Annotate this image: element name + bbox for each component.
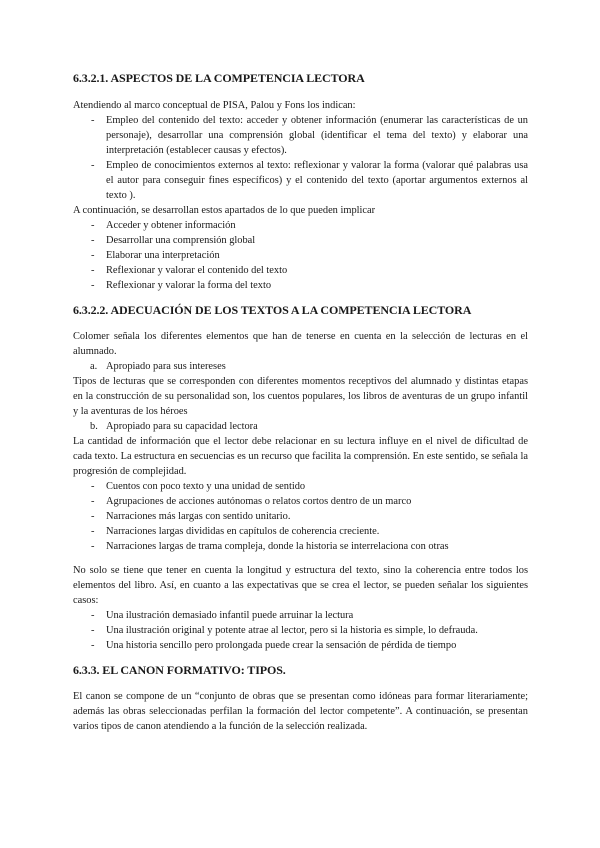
paragraph-continuation: A continuación, se desarrollan estos apartados de lo que pueden implicar (73, 205, 376, 216)
list-complexity (73, 479, 528, 554)
list-item: - Una ilustración original y potente atrae al lector, pero si la historia es simple, lo defrauda. (73, 623, 528, 638)
list-item: - Una ilustración demasiado infantil puede arruinar la lectura (73, 608, 528, 623)
list-item: - Cuentos con poco texto y una unidad de sentido (73, 479, 528, 494)
section-heading-aspectos: 6.3.2.1. ASPECTOS DE LA COMPETENCIA LECTORA (73, 71, 365, 85)
list-marker-a: a. (90, 361, 98, 372)
criterion-label-capacity: Apropiado para su capacidad lectora (106, 421, 258, 432)
list-marker-b: b. (90, 421, 98, 432)
list-item: - Reflexionar y valorar el contenido del texto (73, 263, 528, 278)
criterion-label-interests: Apropiado para sus intereses (106, 361, 226, 372)
list-content-use (73, 113, 528, 203)
list-item: - Narraciones largas divididas en capítulos de coherencia creciente. (73, 524, 528, 539)
list-item: - Narraciones largas de trama compleja, donde la historia se interrelaciona con otras (73, 539, 528, 554)
list-item: - Elaborar una interpretación (73, 248, 528, 263)
paragraph-interests: Tipos de lecturas que se corresponden con diferentes momentos receptivos del alumnado y distintas etapas en la construcción de su personalidad son, los cuentos populares, los libros de aventuras de un grupo infantil y la aventuras de los héroes (73, 376, 528, 417)
paragraph-colomer: Colomer señala los diferentes elementos que han de tenerse en cuenta en la selección de lecturas en el alumnado. (73, 331, 528, 357)
document-page (73, 70, 528, 734)
list-item: - Una historia sencillo pero prolongada puede crear la sensación de pérdida de tiempo (73, 638, 528, 653)
paragraph-coherence: No solo se tiene que tener en cuenta la longitud y estructura del texto, sino la coherencia entre todos los elementos del libro. Así, en cuanto a las expectativas que se crea el lector, se pueden señalar los siguientes casos: (73, 565, 528, 606)
list-item: - Empleo del contenido del texto: acceder y obtener información (enumerar las características de un personaje), desarrollar una comprensión global (identificar el tema del texto) y elaborar una interpretación (establecer causas y efectos). (73, 113, 528, 158)
list-cases (73, 608, 528, 653)
list-item: - Desarrollar una comprensión global (73, 233, 528, 248)
paragraph-capacity: La cantidad de información que el lector debe relacionar en su lectura influye en el nivel de dificultad de cada texto. La estructura en secuencias es un recurso que facilita la comprensión. En este sentido, se señala la progresión de complejidad. (73, 436, 528, 477)
list-item: - Acceder y obtener información (73, 218, 528, 233)
list-skills (73, 218, 528, 293)
section-heading-canon: 6.3.3. EL CANON FORMATIVO: TIPOS. (73, 663, 286, 677)
list-item: - Agrupaciones de acciones autónomas o relatos cortos dentro de un marco (73, 494, 528, 509)
paragraph-intro-pisa: Atendiendo al marco conceptual de PISA, Palou y Fons los indican: (73, 100, 356, 111)
list-item-a (73, 359, 528, 374)
list-item-b (73, 419, 528, 434)
paragraph-canon: El canon se compone de un “conjunto de obras que se presentan como idóneas para formar literariamente; además las obras seleccionadas perfilan la formación del lector competente”. A continuación, se presentan varios tipos de canon atendiendo a la función de la selección realizada. (73, 691, 528, 732)
section-heading-adecuacion: 6.3.2.2. ADECUACIÓN DE LOS TEXTOS A LA COMPETENCIA LECTORA (73, 303, 472, 317)
list-item: - Empleo de conocimientos externos al texto: reflexionar y valorar la forma (valorar qué palabras usa el autor para conseguir fines específicos) y el contenido del texto (aportar argumentos externos al texto ). (73, 158, 528, 203)
list-item: - Reflexionar y valorar la forma del texto (73, 278, 528, 293)
list-item: - Narraciones más largas con sentido unitario. (73, 509, 528, 524)
